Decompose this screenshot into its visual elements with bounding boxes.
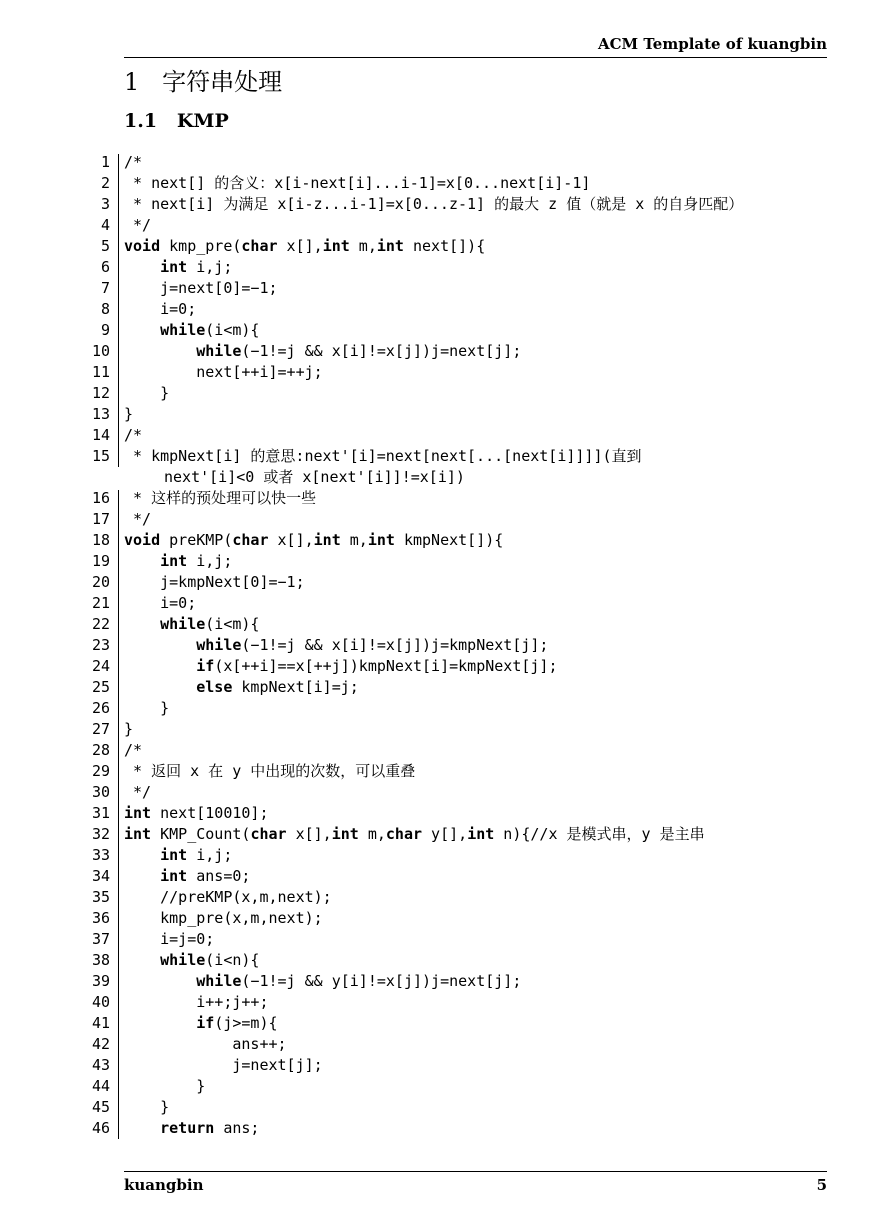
code-text: int i,j;: [160, 258, 233, 276]
code-text: }: [124, 1098, 170, 1116]
line-number: 43: [91, 1056, 110, 1074]
line-number: 21: [91, 594, 110, 612]
code-text: kmp_pre(x,m,next);: [124, 909, 323, 927]
line-number: 11: [91, 363, 110, 381]
line-number: 5: [100, 237, 110, 255]
code-text: int i,j;: [160, 846, 233, 864]
code-text: j=next[0]=−1;: [124, 279, 278, 297]
line-number: 22: [91, 615, 110, 633]
line-number: 20: [91, 573, 110, 591]
code-text: j=next[j];: [124, 1056, 323, 1074]
code-text: i++;j++;: [124, 993, 269, 1011]
section-heading: [124, 62, 282, 97]
code-text: }: [124, 384, 170, 402]
keyword: int: [124, 804, 152, 822]
line-number: 13: [91, 405, 110, 423]
code-text: i=0;: [124, 300, 197, 318]
code-text: }: [124, 405, 134, 423]
code-text: /*: [124, 153, 143, 171]
line-number: 33: [91, 846, 110, 864]
line-number: 46: [91, 1119, 110, 1137]
line-number: 26: [91, 699, 110, 717]
code-text: int i,j;: [160, 552, 233, 570]
line-number: 23: [91, 636, 110, 654]
code-text: /*: [124, 741, 143, 759]
line-number: 35: [91, 888, 110, 906]
code-text: i=0;: [124, 594, 197, 612]
code-text: }: [124, 1077, 206, 1095]
line-number: 16: [91, 489, 110, 507]
keyword: while: [196, 342, 242, 360]
code-text: while(−1!=j && y[i]!=x[j])j=next[j];: [196, 972, 522, 990]
code-line-continuation: next'[i]<0 或者 x[next'[i]]!=x[i]): [164, 468, 465, 486]
line-number: 25: [91, 678, 110, 696]
keyword: int: [367, 531, 395, 549]
code-text: j=kmpNext[0]=−1;: [124, 573, 305, 591]
line-number: 12: [91, 384, 110, 402]
line-number: 17: [91, 510, 110, 528]
keyword: void: [124, 237, 161, 255]
section-number: 1: [124, 68, 140, 96]
line-number: 41: [91, 1014, 110, 1032]
keyword: return: [160, 1119, 215, 1137]
line-number: 34: [91, 867, 110, 885]
line-number: 37: [91, 930, 110, 948]
keyword: char: [250, 825, 287, 843]
keyword: while: [196, 972, 242, 990]
keyword: int: [313, 531, 341, 549]
line-number: 27: [91, 720, 110, 738]
subsection-title: KMP: [176, 110, 229, 132]
code-text: return ans;: [160, 1119, 260, 1137]
line-number: 38: [91, 951, 110, 969]
code-text: while(i<m){: [160, 321, 260, 339]
code-text: * next[] 的含义：x[i-next[i]...i-1]=x[0...next[i]-1]: [124, 174, 591, 192]
keyword: int: [331, 825, 359, 843]
running-header-title: ACM Template of kuangbin: [597, 35, 827, 53]
code-text: i=j=0;: [124, 930, 215, 948]
footer-author: kuangbin: [124, 1176, 204, 1194]
line-number: 9: [100, 321, 110, 339]
code-text: if(x[++i]==x[++j])kmpNext[i]=kmpNext[j];: [196, 657, 558, 675]
keyword: char: [385, 825, 423, 843]
keyword: char: [232, 531, 269, 549]
keyword: int: [160, 867, 188, 885]
code-text: while(−1!=j && x[i]!=x[j])j=kmpNext[j];: [196, 636, 549, 654]
line-number: 18: [91, 531, 110, 549]
line-number: 8: [100, 300, 110, 318]
code-text: }: [124, 720, 134, 738]
line-number: 1: [100, 153, 110, 171]
line-number: 42: [91, 1035, 110, 1053]
line-number: 15: [91, 447, 110, 465]
line-number: 39: [91, 972, 110, 990]
line-number: 45: [91, 1098, 110, 1116]
line-number: 44: [91, 1077, 110, 1095]
subsection-number: 1.1: [124, 110, 158, 132]
code-text: * 这样的预处理可以快一些: [124, 489, 317, 507]
keyword: int: [160, 258, 188, 276]
gutter-rule: [118, 490, 119, 1139]
line-number: 3: [100, 195, 110, 213]
code-text: */: [124, 216, 152, 234]
line-number: 10: [91, 342, 110, 360]
code-text: int next[10010];: [124, 804, 269, 822]
keyword: int: [160, 846, 188, 864]
keyword: else: [196, 678, 233, 696]
line-number: 2: [100, 174, 110, 192]
keyword: void: [124, 531, 161, 549]
section-title: 字符串处理: [162, 68, 283, 96]
keyword: int: [124, 825, 152, 843]
line-number: 36: [91, 909, 110, 927]
code-text: * kmpNext[i] 的意思:next'[i]=next[next[...[next[i]]]](直到: [124, 447, 642, 465]
keyword: if: [196, 1014, 215, 1032]
code-text: }: [124, 699, 170, 717]
code-text: else kmpNext[i]=j;: [196, 678, 359, 696]
line-number: 4: [100, 216, 110, 234]
line-number: 7: [100, 279, 110, 297]
keyword: int: [376, 237, 404, 255]
code-text: void preKMP(char x[],int m,int kmpNext[]){: [124, 531, 504, 549]
line-number: 6: [100, 258, 110, 276]
footer-rule: [124, 1171, 827, 1172]
code-text: * next[i] 为满足 x[i-z...i-1]=x[0...z-1] 的最大 z 值（就是 x 的自身匹配）: [124, 195, 744, 213]
line-number: 14: [91, 426, 110, 444]
line-number: 29: [91, 762, 110, 780]
code-text: while(i<n){: [160, 951, 260, 969]
code-text: void kmp_pre(char x[],int m,int next[]){: [124, 237, 486, 255]
keyword: int: [322, 237, 350, 255]
keyword: char: [241, 237, 278, 255]
gutter-rule: [118, 154, 119, 467]
code-text: if(j>=m){: [196, 1014, 278, 1032]
code-text: int KMP_Count(char x[],int m,char y[],int n){//x 是模式串，y 是主串: [124, 825, 705, 843]
code-text: */: [124, 783, 152, 801]
keyword: while: [196, 636, 242, 654]
line-number: 31: [91, 804, 110, 822]
code-text: next[++i]=++j;: [124, 363, 323, 381]
code-text: /*: [124, 426, 143, 444]
subsection-heading: [124, 110, 229, 132]
line-number: 30: [91, 783, 110, 801]
keyword: int: [467, 825, 495, 843]
keyword: int: [160, 552, 188, 570]
keyword: if: [196, 657, 215, 675]
code-text: ans++;: [124, 1035, 287, 1053]
line-number: 28: [91, 741, 110, 759]
code-text: int ans=0;: [160, 867, 251, 885]
keyword: while: [160, 321, 206, 339]
header-rule: [124, 57, 827, 58]
keyword: while: [160, 615, 206, 633]
code-text: while(i<m){: [160, 615, 260, 633]
code-text: //preKMP(x,m,next);: [124, 888, 332, 906]
line-number: 24: [91, 657, 110, 675]
keyword: while: [160, 951, 206, 969]
code-text: while(−1!=j && x[i]!=x[j])j=next[j];: [196, 342, 522, 360]
line-number: 19: [91, 552, 110, 570]
page-number: 5: [816, 1176, 827, 1194]
line-number: 40: [91, 993, 110, 1011]
line-number: 32: [91, 825, 110, 843]
code-text: */: [124, 510, 152, 528]
code-text: * 返回 x 在 y 中出现的次数，可以重叠: [124, 762, 416, 780]
